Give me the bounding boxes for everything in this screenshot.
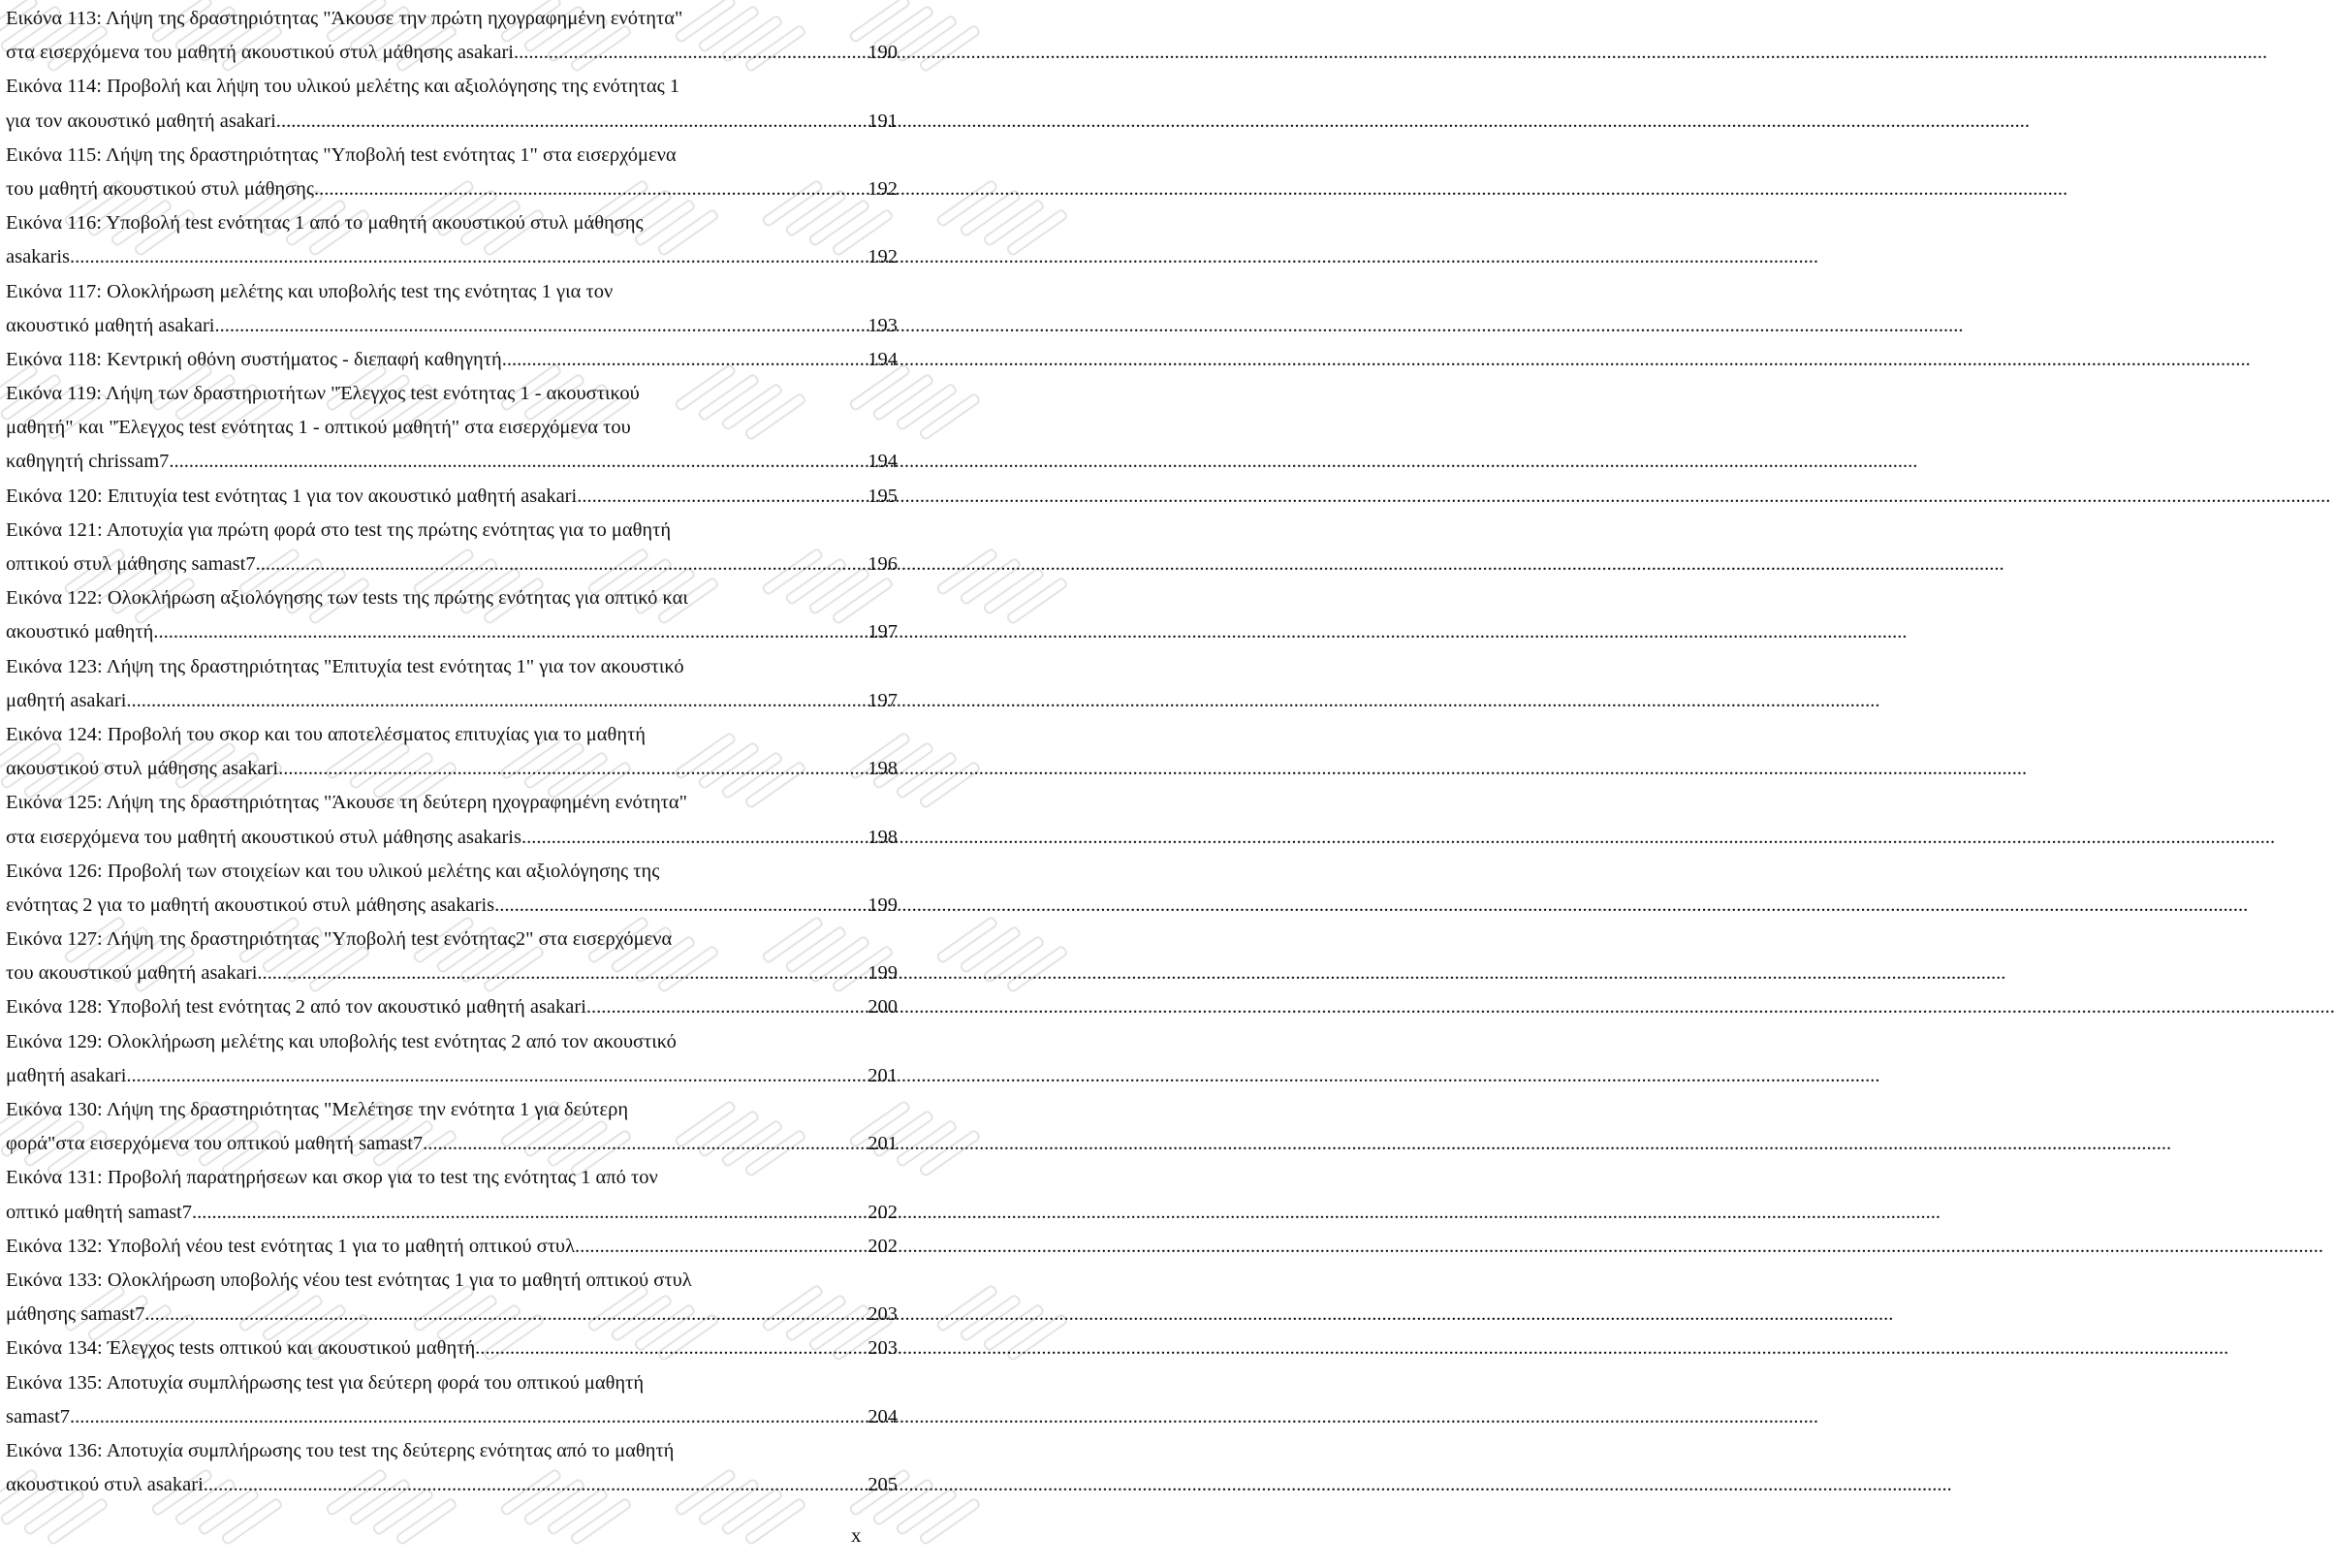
toc-entry-text: οπτικό μαθητή samast7 [6,1201,193,1223]
toc-entry-text: Εικόνα 127: Λήψη της δραστηριότητας "Υποβολή test ενότητας2" στα εισερχόμενα [6,928,673,951]
toc-page-number[interactable]: 203 [868,1337,898,1360]
dot-leader [70,240,867,274]
toc-entry-text: Εικόνα 122: Ολοκλήρωση αξιολόγησης των tests της πρώτης ενότητας για οπτικό και [6,587,688,610]
toc-entry[interactable] [6,990,898,1024]
dot-leader [70,1400,867,1434]
toc-entry-text: Εικόνα 132: Υποβολή νέου test ενότητας 1 για το μαθητή οπτικού στυλ [6,1235,576,1257]
toc-page-number[interactable]: 205 [868,1474,898,1496]
toc-entry-text: ακουστικό μαθητή asakari [6,314,215,336]
toc-entry-text: Εικόνα 121: Αποτυχία για πρώτη φορά στο test της πρώτης ενότητας για το μαθητή [6,518,672,541]
toc-entry-text: Εικόνα 126: Προβολή των στοιχείων και του υλικού μελέτης και αξιολόγησης της [6,860,660,882]
toc-entry-text: Εικόνα 123: Λήψη της δραστηριότητας "Επιτυχία test ενότητας 1" για τον ακουστικό [6,655,684,677]
toc-page-number[interactable]: 204 [868,1405,898,1427]
toc-entry[interactable] [6,70,898,138]
toc-entry-text: asakaris [6,246,71,268]
toc-entry-last-line [6,752,898,786]
dot-leader [158,615,867,649]
toc-entry-text: Εικόνα 131: Προβολή παρατηρήσεων και σκορ για το test της ενότητας 1 από τον [6,1167,658,1189]
toc-page-number[interactable]: 200 [868,996,898,1019]
toc-entry[interactable] [6,139,898,206]
toc-entry-last-line [6,1468,898,1502]
dot-leader [575,1230,867,1264]
toc-entry-text: Εικόνα 119: Λήψη των δραστηριοτήτων "Έλεγχος test ενότητας 1 - ακουστικού [6,383,640,405]
toc-entry-text: οπτικού στυλ μάθησης samast7 [6,553,256,575]
toc-entry[interactable] [6,514,898,581]
toc-entry-text: ακουστικό μαθητή. [6,621,159,643]
toc-entry-last-line [6,1230,898,1264]
toc-entry-last-line [6,480,898,514]
toc-entry-last-line [6,1127,898,1161]
table-of-figures [6,2,898,1502]
dot-leader [499,889,867,923]
toc-entry-last-line [6,956,898,990]
dot-leader [480,1332,867,1365]
toc-entry[interactable] [6,786,898,854]
toc-entry-text: Εικόνα 134: Έλεγχος tests οπτικού και ακουστικού μαθητή. [6,1337,481,1360]
toc-entry[interactable] [6,855,898,923]
page-number-footer: x [851,1523,862,1547]
toc-entry-text: μαθητή asakari. [6,689,132,711]
toc-page-number[interactable]: 193 [868,314,898,336]
toc-page-number[interactable]: 201 [868,1064,898,1086]
toc-entry[interactable] [6,718,898,786]
toc-entry-text: ενότητας 2 για το μαθητή ακουστικού στυλ μάθησης asakaris. [6,894,500,916]
toc-entry-text: Εικόνα 136: Αποτυχία συμπλήρωσης του test της δεύτερης ενότητας από το μαθητή [6,1439,675,1461]
toc-page-number[interactable]: 198 [868,758,898,780]
dot-leader [192,1196,867,1230]
toc-entry-text: Εικόνα 133: Ολοκλήρωση υποβολής νέου test ενότητας 1 για το μαθητή οπτικού στυλ [6,1269,692,1291]
toc-entry-text: μαθητή asakari. [6,1064,132,1086]
dot-leader [144,1298,867,1332]
toc-entry-last-line [6,172,898,206]
toc-entry-last-line [6,990,898,1024]
toc-entry-text: Εικόνα 128: Υποβολή test ενότητας 2 από τον ακουστικό μαθητή asakari [6,996,586,1019]
toc-page-number[interactable]: 191 [868,110,898,132]
toc-page-number[interactable]: 190 [868,42,898,64]
toc-page-number[interactable]: 192 [868,246,898,268]
toc-entry-text: μαθητή" και "Έλεγχος test ενότητας 1 - οπτικού μαθητή" στα εισερχόμενα του [6,417,631,439]
toc-page-number[interactable]: 199 [868,962,898,985]
toc-entry[interactable] [6,1025,898,1093]
dot-leader [214,309,867,343]
toc-entry-last-line [6,1400,898,1434]
toc-page-number[interactable]: 196 [868,553,898,575]
toc-entry-text: ακουστικού στυλ asakari [6,1474,204,1496]
toc-entry-last-line [6,105,898,139]
toc-page-number[interactable]: 194 [868,451,898,473]
toc-page-number[interactable]: 202 [868,1201,898,1223]
toc-entry[interactable] [6,1230,898,1264]
toc-entry-text: samast7 [6,1405,71,1427]
toc-entry-text: Εικόνα 120: Επιτυχία test ενότητας 1 για τον ακουστικό μαθητή asakari. [6,485,583,507]
toc-entry-last-line [6,309,898,343]
toc-entry-text: για τον ακουστικό μαθητή asakari. [6,110,281,132]
toc-entry-last-line [6,548,898,581]
toc-page-number[interactable]: 197 [868,689,898,711]
dot-leader [257,956,867,990]
toc-entry-text: Εικόνα 135: Αποτυχία συμπλήρωσης test για δεύτερη φορά του οπτικού μαθητή [6,1371,645,1394]
toc-entry-text: Εικόνα 114: Προβολή και λήψη του υλικού μελέτης και αξιολόγησης της ενότητας 1 [6,76,680,98]
toc-entry-last-line [6,1059,898,1093]
toc-page-number[interactable]: 203 [868,1303,898,1326]
toc-entry-last-line [6,240,898,274]
toc-entry-text: καθηγητή chrissam7 [6,451,170,473]
toc-entry-last-line [6,615,898,649]
toc-entry-text: του ακουστικού μαθητή asakari [6,962,258,985]
toc-page-number[interactable]: 199 [868,894,898,916]
toc-page-number[interactable]: 195 [868,485,898,507]
dot-leader [256,548,868,581]
toc-entry-text: Εικόνα 129: Ολοκλήρωση μελέτης και υποβολής test ενότητας 2 από τον ακουστικό [6,1030,677,1052]
toc-entry[interactable] [6,581,898,649]
toc-page-number[interactable]: 194 [868,348,898,370]
toc-entry[interactable] [6,275,898,343]
toc-entry-text: Εικόνα 115: Λήψη της δραστηριότητας "Υποβολή test ενότητας 1" στα εισερχόμενα [6,143,677,166]
dot-leader [582,480,867,514]
dot-leader [423,1127,867,1161]
toc-entry-text: Εικόνα 130: Λήψη της δραστηριότητας "Μελέτησε την ενότητα 1 για δεύτερη [6,1099,629,1120]
toc-entry-text: Εικόνα 113: Λήψη της δραστηριότητας "Άκουσε την πρώτη ηχογραφημένη ενότητα" [6,8,683,29]
toc-entry-text: στα εισερχόμενα του μαθητή ακουστικού στυλ μάθησης asakaris. [6,826,527,848]
toc-entry[interactable] [6,377,898,480]
toc-entry-last-line [6,1332,898,1365]
toc-page-number[interactable]: 198 [868,826,898,848]
toc-entry-last-line [6,1196,898,1230]
dot-leader [169,445,867,479]
toc-entry[interactable] [6,1366,898,1434]
toc-entry-text: Εικόνα 125: Λήψη της δραστηριότητας "Άκουσε τη δεύτερη ηχογραφημένη ενότητα" [6,792,688,814]
toc-entry-last-line [6,889,898,923]
toc-entry[interactable] [6,1434,898,1502]
dot-leader [502,343,868,377]
toc-entry[interactable] [6,1161,898,1229]
dot-leader [586,990,867,1024]
toc-entry-last-line [6,1298,898,1332]
dot-leader [319,172,867,206]
toc-entry-text: μάθησης samast7 [6,1303,145,1326]
dot-leader [281,105,867,139]
toc-page-number[interactable]: 201 [868,1133,898,1155]
toc-entry-last-line [6,684,898,718]
toc-entry-last-line [6,36,898,70]
toc-entry-text: φορά"στα εισερχόμενα του οπτικού μαθητή samast7 [6,1133,424,1155]
toc-entry[interactable] [6,206,898,274]
toc-entry-last-line [6,821,898,855]
dot-leader [132,684,868,718]
toc-entry-text: Εικόνα 117: Ολοκλήρωση μελέτης και υποβολής test της ενότητας 1 για τον [6,280,614,302]
toc-page-number[interactable]: 192 [868,177,898,200]
toc-entry-text: Εικόνα 124: Προβολή του σκορ και του αποτελέσματος επιτυχίας για το μαθητή [6,723,647,745]
dot-leader [526,821,867,855]
toc-entry-last-line [6,343,898,377]
toc-entry-text: ακουστικού στυλ μάθησης asakari [6,758,279,780]
toc-entry-text: στα εισερχόμενα του μαθητή ακουστικού στυλ μάθησης asakari. [6,42,520,64]
toc-entry[interactable] [6,343,898,377]
toc-entry-text: του μαθητή ακουστικού στυλ μάθησης. [6,177,320,200]
toc-entry[interactable] [6,2,898,70]
toc-entry[interactable] [6,650,898,718]
toc-entry[interactable] [6,923,898,990]
toc-entry[interactable] [6,1332,898,1365]
toc-page-number[interactable]: 202 [868,1235,898,1257]
dot-leader [204,1468,867,1502]
dot-leader [278,752,867,786]
toc-entry-text: Εικόνα 118: Κεντρική οθόνη συστήματος - διεπαφή καθηγητή [6,348,502,370]
toc-entry[interactable] [6,480,898,514]
toc-entry[interactable] [6,1093,898,1161]
toc-entry-last-line [6,445,898,479]
dot-leader [519,36,867,70]
toc-entry[interactable] [6,1264,898,1332]
toc-page-number[interactable]: 197 [868,621,898,643]
toc-entry-text: Εικόνα 116: Υποβολή test ενότητας 1 από το μαθητή ακουστικού στυλ μάθησης [6,212,644,235]
dot-leader [132,1059,868,1093]
